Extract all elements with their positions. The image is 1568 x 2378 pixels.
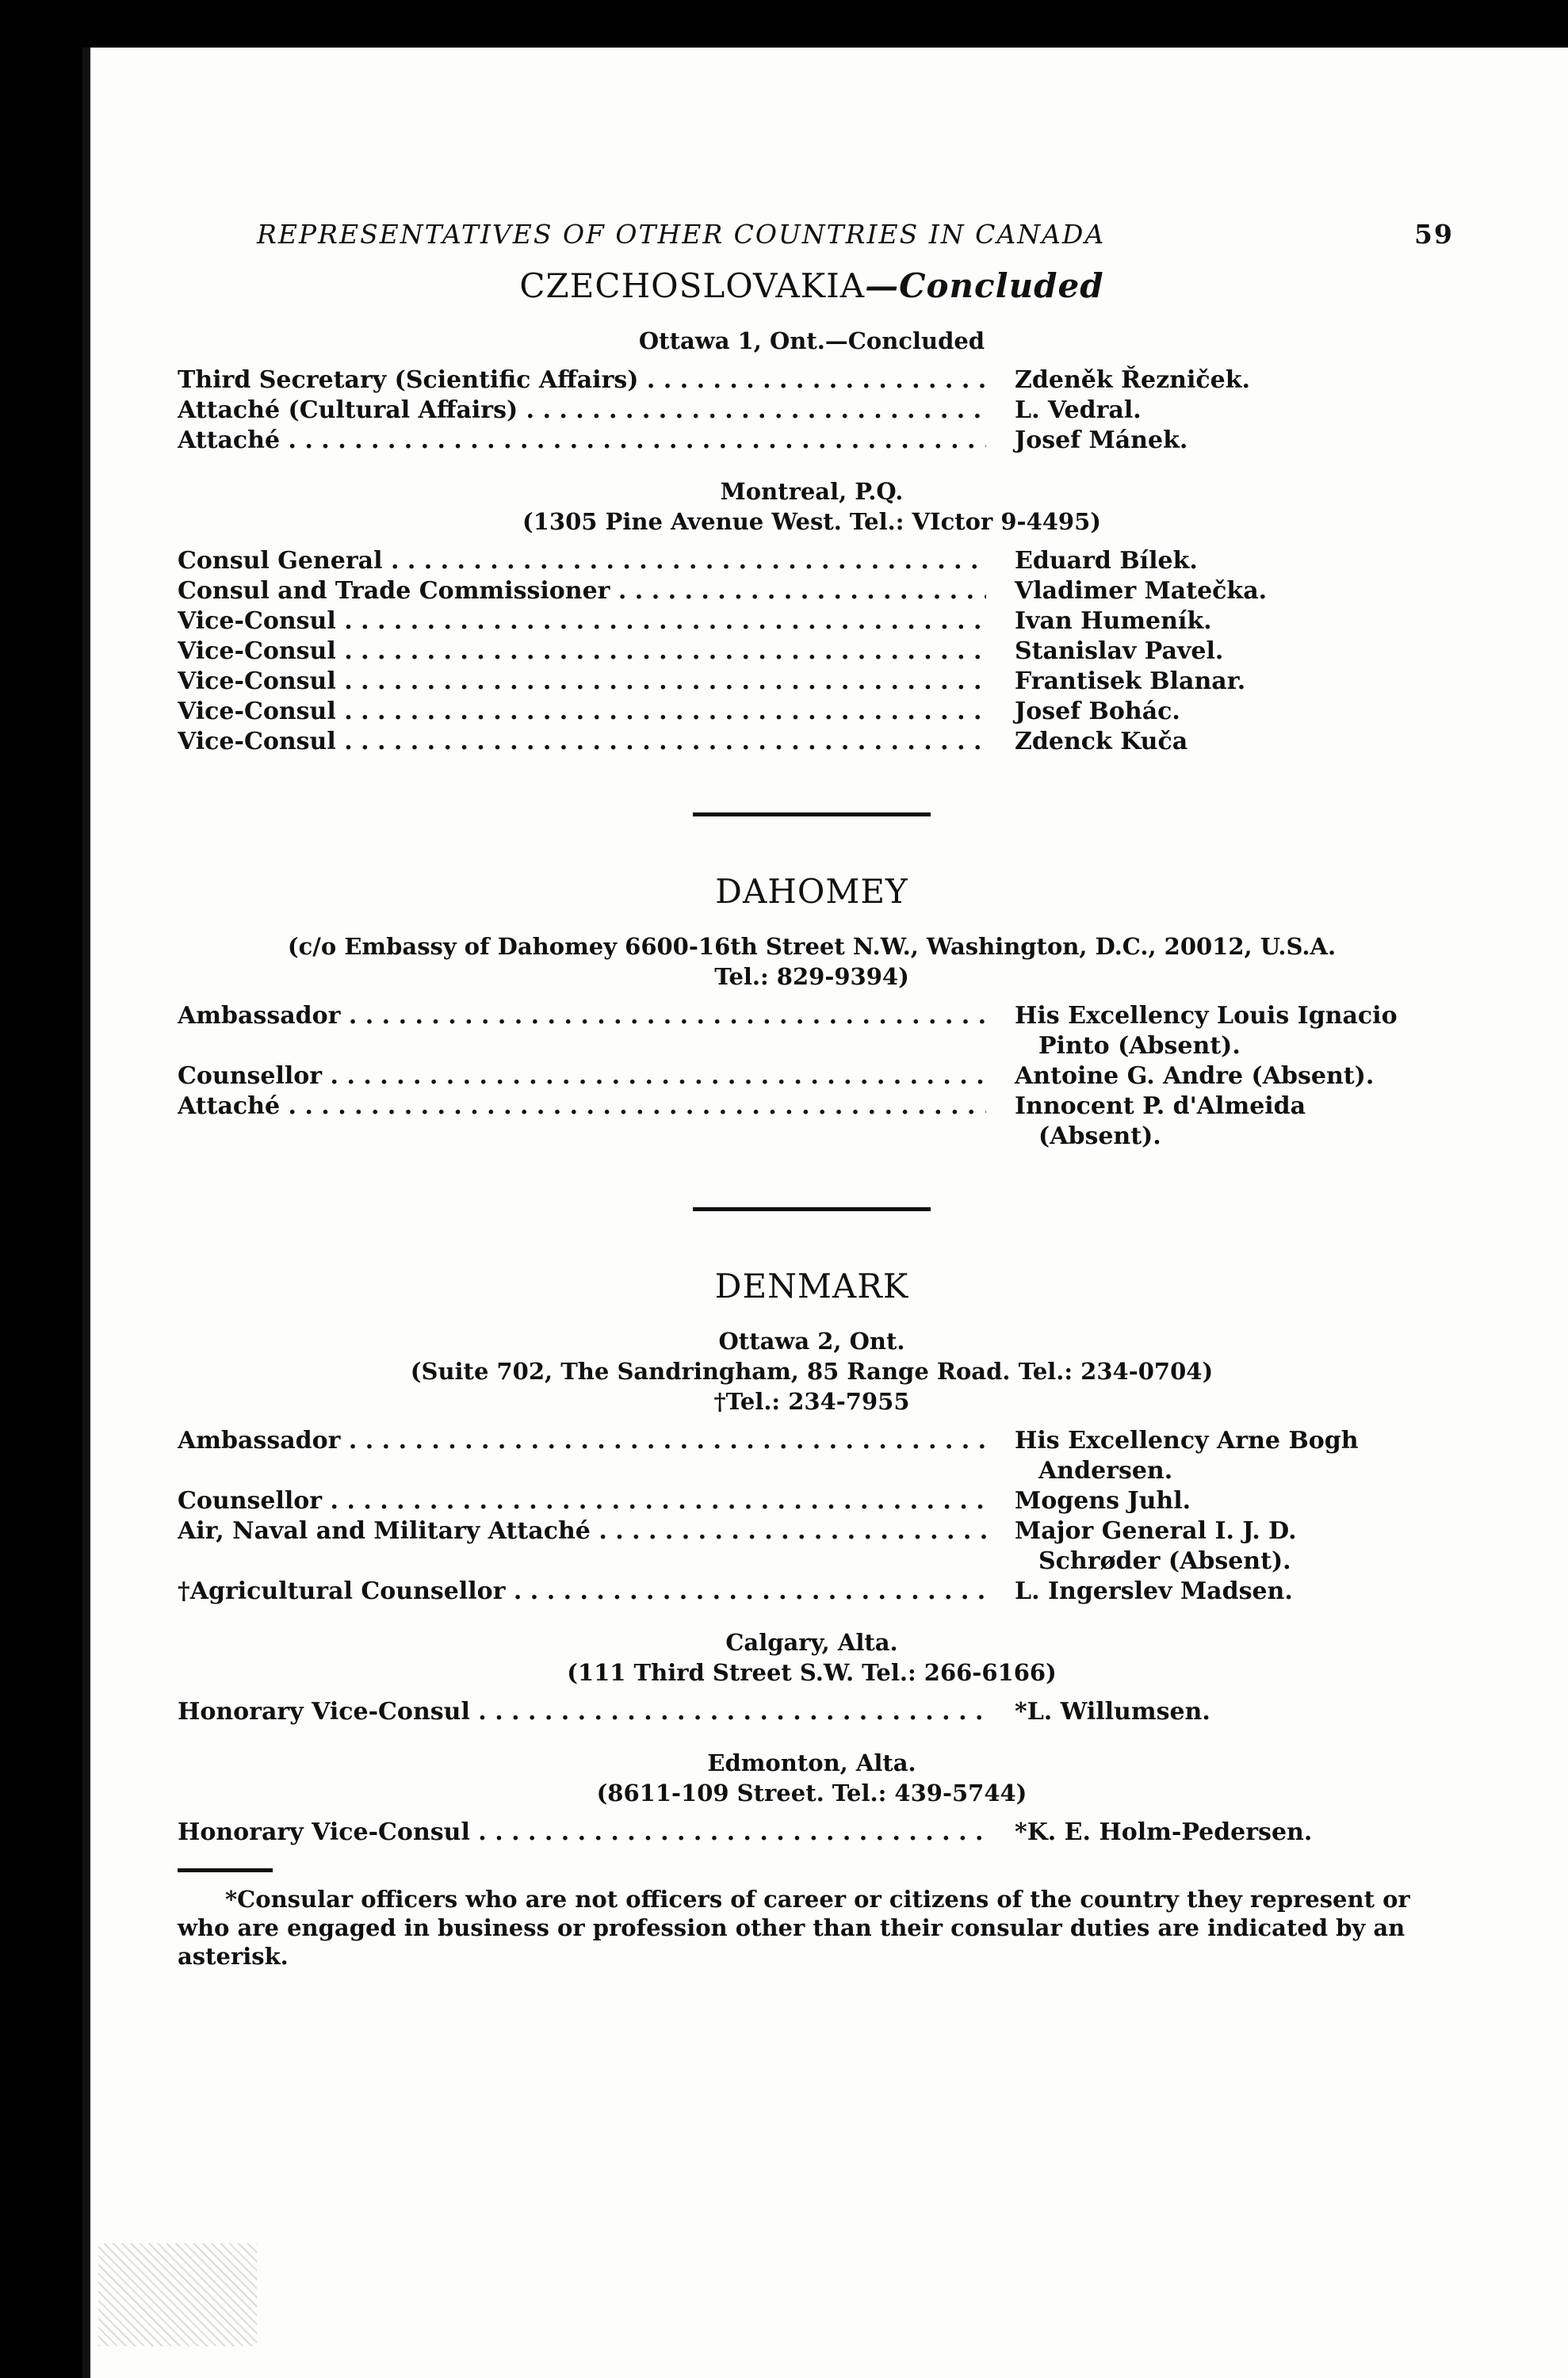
- person: Zdenck Kuča: [1015, 728, 1188, 755]
- section-divider: [693, 812, 931, 816]
- staff-row: [178, 1697, 1446, 1727]
- role: Attaché . . .: [178, 1092, 986, 1152]
- staff-row: [178, 1818, 1446, 1848]
- person-name: Innocent P. d'Almeida: [1015, 1092, 1306, 1120]
- staff-row: [178, 365, 1446, 396]
- location-heading: Calgary, Alta.: [725, 1629, 898, 1656]
- staff-row: [178, 697, 1446, 727]
- person: [986, 1516, 1443, 1577]
- person: Antoine G. Andre (Absent).: [1015, 1062, 1375, 1090]
- person: [986, 1426, 1443, 1486]
- address-line: (1305 Pine Avenue West. Tel.: VIctor 9-4495): [522, 508, 1101, 535]
- staff-row: [178, 1577, 1446, 1607]
- person: L. Vedral.: [1015, 396, 1142, 424]
- country-heading-denmark: DENMARK: [714, 1267, 909, 1306]
- staff-row: [178, 1061, 1446, 1092]
- person-name-continued: (Absent).: [1038, 1122, 1161, 1150]
- role: Honorary Vice-Consul . . .: [178, 1697, 986, 1727]
- footnote-rule: [178, 1868, 273, 1872]
- binding-edge-rule: [82, 48, 90, 2378]
- person: Ivan Humeník.: [1015, 607, 1212, 635]
- role: Counsellor . . .: [178, 1061, 986, 1092]
- person: [986, 1001, 1443, 1061]
- role: Attaché (Cultural Affairs) . . .: [178, 396, 986, 426]
- country-suffix: —Concluded: [865, 266, 1104, 305]
- role: Vice-Consul . . .: [178, 606, 986, 637]
- role: Consul General . . .: [178, 546, 986, 576]
- role: †Agricultural Counsellor . . .: [178, 1577, 986, 1607]
- role: Consul and Trade Commissioner . . .: [178, 576, 986, 606]
- person-name-continued: Schrøder (Absent).: [1038, 1547, 1291, 1575]
- person: *K. E. Holm-Pedersen.: [1015, 1818, 1313, 1846]
- section-divider: [693, 1207, 931, 1211]
- staff-row: [178, 546, 1446, 576]
- staff-row: [178, 1092, 1446, 1152]
- staff-row: [178, 1516, 1446, 1577]
- person-name: His Excellency Arne Bogh: [1015, 1427, 1359, 1455]
- role: Honorary Vice-Consul . . .: [178, 1818, 986, 1848]
- role: Vice-Consul . . .: [178, 727, 986, 757]
- staff-row: [178, 1486, 1446, 1516]
- person-name-continued: Andersen.: [1038, 1457, 1173, 1485]
- country-heading-dahomey: DAHOMEY: [715, 872, 908, 911]
- role: Ambassador . . .: [178, 1001, 986, 1061]
- location-heading: Edmonton, Alta.: [707, 1749, 916, 1776]
- staff-row: [178, 606, 1446, 637]
- person: Mogens Juhl.: [1015, 1487, 1191, 1515]
- person: Stanislav Pavel.: [1015, 637, 1224, 665]
- location-heading: Montreal, P.Q.: [720, 478, 904, 505]
- staff-row: [178, 727, 1446, 757]
- role: Attaché . . .: [178, 426, 986, 456]
- person: Josef Bohác.: [1015, 698, 1180, 725]
- staff-list: [178, 1001, 1446, 1152]
- staff-row: [178, 576, 1446, 606]
- person: Vladimer Matečka.: [1015, 577, 1268, 605]
- role: Counsellor . . .: [178, 1486, 986, 1516]
- staff-row: [178, 637, 1446, 667]
- staff-row: [178, 1001, 1446, 1061]
- footnote: *Consular officers who are not officers of career or citizens of the country they represent or who are engaged in business or profession other than their consular duties are indicated by an asterisk.: [178, 1886, 1410, 1970]
- person: Josef Mánek.: [1015, 426, 1188, 454]
- staff-list: [178, 1426, 1446, 1607]
- staff-list: [178, 546, 1446, 757]
- address-line: (Suite 702, The Sandringham, 85 Range Road. Tel.: 234-0704): [410, 1358, 1214, 1385]
- running-head-title: REPRESENTATIVES OF OTHER COUNTRIES IN CANADA: [257, 219, 1106, 250]
- staff-row: [178, 667, 1446, 697]
- role: Vice-Consul . . .: [178, 697, 986, 727]
- person-name: His Excellency Louis Ignacio: [1015, 1002, 1398, 1030]
- staff-row: [178, 1426, 1446, 1486]
- document-page: [82, 48, 1568, 2378]
- role: Ambassador . . .: [178, 1426, 986, 1486]
- page-number: 59: [1414, 219, 1454, 250]
- address-line: (111 Third Street S.W. Tel.: 266-6166): [567, 1659, 1057, 1686]
- page-content: [178, 219, 1454, 1971]
- person: *L. Willumsen.: [1015, 1698, 1210, 1726]
- running-head: [178, 219, 1454, 266]
- address-line: †Tel.: 234-7955: [713, 1388, 910, 1415]
- location-heading: Ottawa 2, Ont.: [718, 1328, 905, 1355]
- address-line: (c/o Embassy of Dahomey 6600-16th Street N.W., Washington, D.C., 20012, U.S.A.: [287, 933, 1337, 960]
- person: Zdeněk Řezniček.: [1015, 366, 1250, 394]
- staff-list: [178, 365, 1446, 456]
- person: [986, 1092, 1443, 1152]
- country-heading-czechoslovakia: [178, 266, 1446, 305]
- staff-list: [178, 1697, 1446, 1727]
- country-name: CZECHOSLOVAKIA: [519, 266, 866, 305]
- person: L. Ingerslev Madsen.: [1015, 1577, 1293, 1605]
- address-line: (8611-109 Street. Tel.: 439-5744): [596, 1780, 1027, 1806]
- staff-list: [178, 1818, 1446, 1848]
- scan-speckle: [98, 2243, 257, 2346]
- person: Eduard Bílek.: [1015, 547, 1198, 575]
- location-heading: Ottawa 1, Ont.—Concluded: [638, 327, 985, 354]
- person-name-continued: Pinto (Absent).: [1038, 1032, 1241, 1060]
- address-line: Tel.: 829-9394): [714, 963, 909, 990]
- person: Frantisek Blanar.: [1015, 667, 1246, 695]
- staff-row: [178, 396, 1446, 426]
- role: Third Secretary (Scientific Affairs) . . .: [178, 365, 986, 396]
- role: Air, Naval and Military Attaché . . .: [178, 1516, 986, 1577]
- role: Vice-Consul . . .: [178, 667, 986, 697]
- role: Vice-Consul . . .: [178, 637, 986, 667]
- person-name: Major General I. J. D.: [1015, 1517, 1297, 1545]
- staff-row: [178, 426, 1446, 456]
